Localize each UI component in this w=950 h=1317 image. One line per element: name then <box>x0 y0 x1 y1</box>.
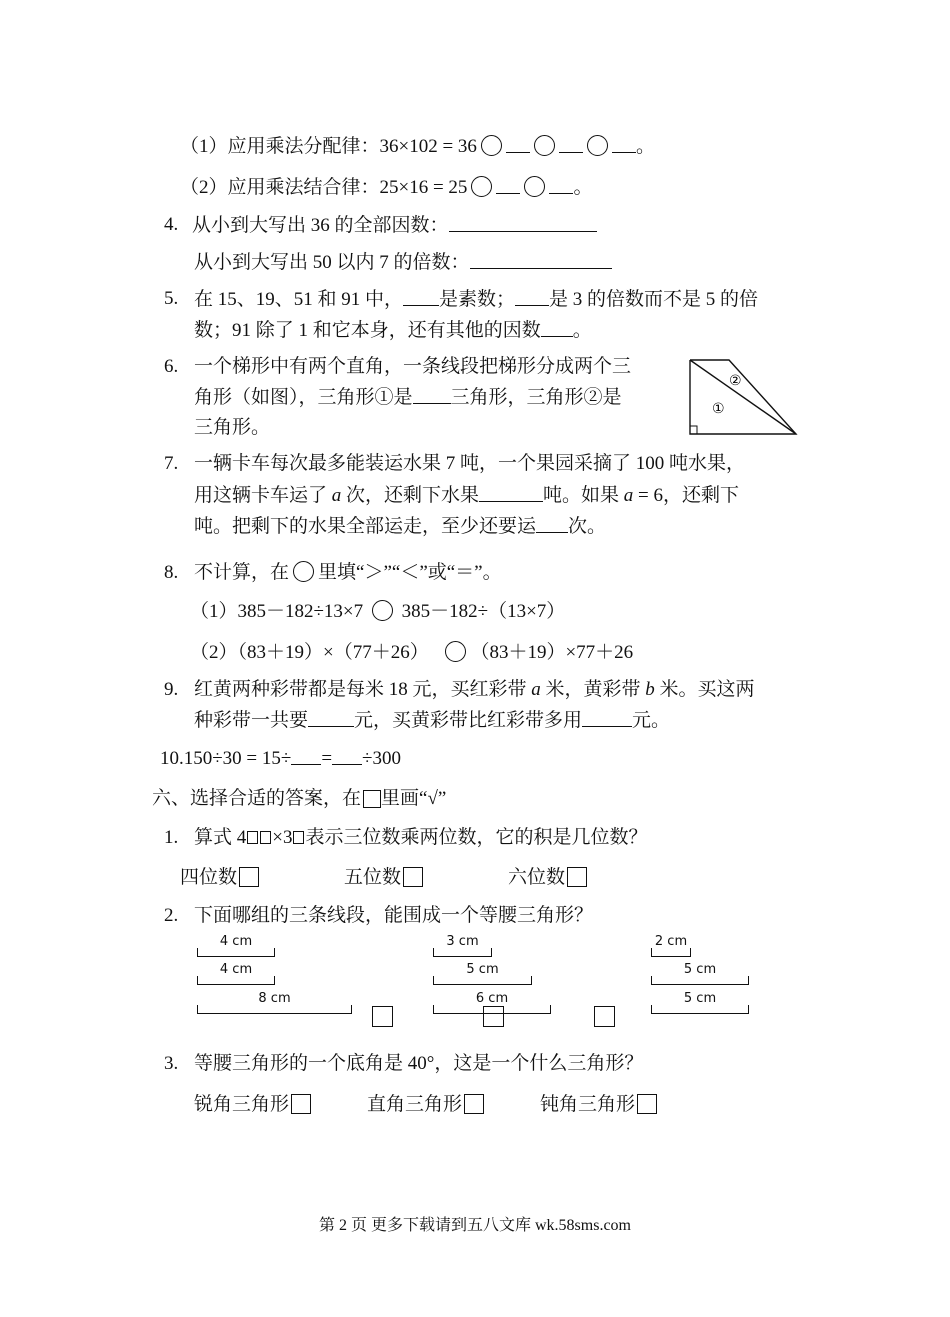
answer-blank[interactable] <box>413 385 451 404</box>
answer-blank[interactable] <box>449 213 597 232</box>
q8-line1: 不计算，在 里填“＞”“＜”或“＝”。 <box>194 562 502 583</box>
segment-label: 4 cm <box>219 962 253 977</box>
q9-line1: 红黄两种彩带都是每米 18 元，买红彩带 a 米，黄彩带 b 米。买这两 <box>194 679 755 700</box>
q5-line2: 数；91 除了 1 和它本身，还有其他的因数 。 <box>194 320 592 341</box>
segment-label: 2 cm <box>654 934 688 949</box>
circle-icon <box>293 561 314 582</box>
answer-circle[interactable] <box>372 600 393 621</box>
s6q3-text: 等腰三角形的一个底角是 40°，这是一个什么三角形？ <box>194 1053 644 1074</box>
q9-line2: 种彩带一共要 元，买黄彩带比红彩带多用 元。 <box>194 710 671 731</box>
q4-line2: 从小到大写出 50 以内 7 的倍数： <box>194 250 612 275</box>
answer-blank[interactable] <box>506 134 530 153</box>
answer-blank[interactable] <box>332 746 362 765</box>
s6q2-number: 2. <box>164 905 179 926</box>
trapezoid-figure <box>688 358 800 438</box>
answer-blank[interactable] <box>403 287 439 306</box>
q5-number: 5. <box>164 288 179 309</box>
segment <box>651 991 749 1014</box>
answer-circle[interactable] <box>587 135 608 156</box>
q4-number: 4. <box>164 214 179 235</box>
q5-line1: 在 15、19、51 和 91 中， 是素数； 是 3 的倍数而不是 5 的倍 <box>194 289 759 310</box>
segment-label: 5 cm <box>466 962 499 977</box>
q8-sub2: （2）（83＋19）×（77＋26） （83＋19）×77＋26 <box>190 642 634 663</box>
answer-blank[interactable] <box>559 134 583 153</box>
s6q1-number: 1. <box>164 827 179 848</box>
answer-blank[interactable] <box>612 134 636 153</box>
s6q1-option-2: 五位数 <box>344 866 423 890</box>
option-checkbox[interactable] <box>239 867 259 887</box>
segment-label: 3 cm <box>446 934 479 949</box>
group3-checkbox[interactable] <box>594 1006 615 1027</box>
option-checkbox[interactable] <box>637 1094 657 1114</box>
option-checkbox[interactable] <box>464 1094 484 1114</box>
segment <box>651 934 691 957</box>
digit-box <box>247 831 258 844</box>
answer-circle[interactable] <box>534 135 555 156</box>
option-checkbox[interactable] <box>291 1094 311 1114</box>
q7-line2: 用这辆卡车运了 a 次，还剩下水果 吨。如果 a = 6，还剩下 <box>194 485 740 506</box>
answer-circle[interactable] <box>445 641 466 662</box>
section6-heading: 六、选择合适的答案，在 里画“√” <box>152 788 447 809</box>
s6q1-text: 算式 4 ×3 表示三位数乘两位数，它的积是几位数？ <box>194 827 648 848</box>
segment-label: 5 cm <box>683 991 717 1006</box>
page-footer: 第 2 页 更多下载请到五八文库 wk.58sms.com <box>318 1217 631 1234</box>
triangle-label-2: ② <box>729 373 742 389</box>
segment <box>197 991 352 1014</box>
digit-box <box>293 831 304 844</box>
segment <box>651 962 749 985</box>
option-checkbox[interactable] <box>567 867 587 887</box>
group1-checkbox[interactable] <box>372 1006 393 1027</box>
answer-blank[interactable] <box>291 746 321 765</box>
answer-blank[interactable] <box>496 175 520 194</box>
s6q3-option-1: 锐角三角形 <box>194 1093 311 1117</box>
q6-number: 6. <box>164 356 179 377</box>
group2-checkbox[interactable] <box>483 1006 504 1027</box>
segment-label: 8 cm <box>258 991 291 1006</box>
q8-sub1: （1）385－182÷13×7 385－182÷（13×7） <box>190 601 566 622</box>
answer-circle[interactable] <box>481 135 502 156</box>
q9-number: 9. <box>164 679 179 700</box>
q4-line1: 从小到大写出 36 的全部因数： <box>192 213 597 238</box>
s6q2-text: 下面哪组的三条线段，能围成一个等腰三角形？ <box>194 905 594 926</box>
answer-blank[interactable] <box>479 483 543 502</box>
segment <box>433 962 532 985</box>
option-checkbox[interactable] <box>403 867 423 887</box>
answer-circle[interactable] <box>524 176 545 197</box>
segment-label: 6 cm <box>475 991 509 1006</box>
segment <box>197 934 275 957</box>
s6q1-option-1: 四位数 <box>180 866 259 890</box>
q7-line3: 吨。把剩下的水果全部运走，至少还要运 次。 <box>194 516 607 537</box>
answer-blank[interactable] <box>536 514 568 533</box>
triangle-label-1: ① <box>712 401 725 417</box>
segment-label: 5 cm <box>683 962 717 977</box>
segment-label: 4 cm <box>219 934 253 949</box>
q7-number: 7. <box>164 453 179 474</box>
answer-blank[interactable] <box>582 708 632 727</box>
q6-line1: 一个梯形中有两个直角，一条线段把梯形分成两个三 <box>194 356 632 377</box>
segment <box>197 962 275 985</box>
segment <box>433 934 492 957</box>
answer-blank[interactable] <box>549 175 573 194</box>
answer-blank[interactable] <box>515 287 549 306</box>
answer-circle[interactable] <box>471 176 492 197</box>
q6-line3: 三角形。 <box>194 417 271 438</box>
checkbox-icon <box>363 790 381 808</box>
q3-line2: （2）应用乘法结合律：25×16 = 25 。 <box>180 177 593 198</box>
q8-number: 8. <box>164 562 179 583</box>
answer-blank[interactable] <box>541 318 573 337</box>
s6q3-option-3: 钝角三角形 <box>540 1093 657 1117</box>
q3-line1: （1）应用乘法分配律：36×102 = 36 。 <box>180 136 655 157</box>
s6q3-option-2: 直角三角形 <box>367 1093 484 1117</box>
q6-line2: 角形（如图），三角形①是 三角形，三角形②是 <box>194 387 622 408</box>
answer-blank[interactable] <box>308 708 354 727</box>
answer-blank[interactable] <box>470 250 612 269</box>
s6q1-option-3: 六位数 <box>508 866 587 890</box>
q10-line: 10.150÷30 = 15÷ = ÷300 <box>160 748 401 769</box>
digit-box <box>260 831 271 844</box>
s6q3-number: 3. <box>164 1053 179 1074</box>
q7-line1: 一辆卡车每次最多能装运水果 7 吨，一个果园采摘了 100 吨水果， <box>194 453 746 474</box>
